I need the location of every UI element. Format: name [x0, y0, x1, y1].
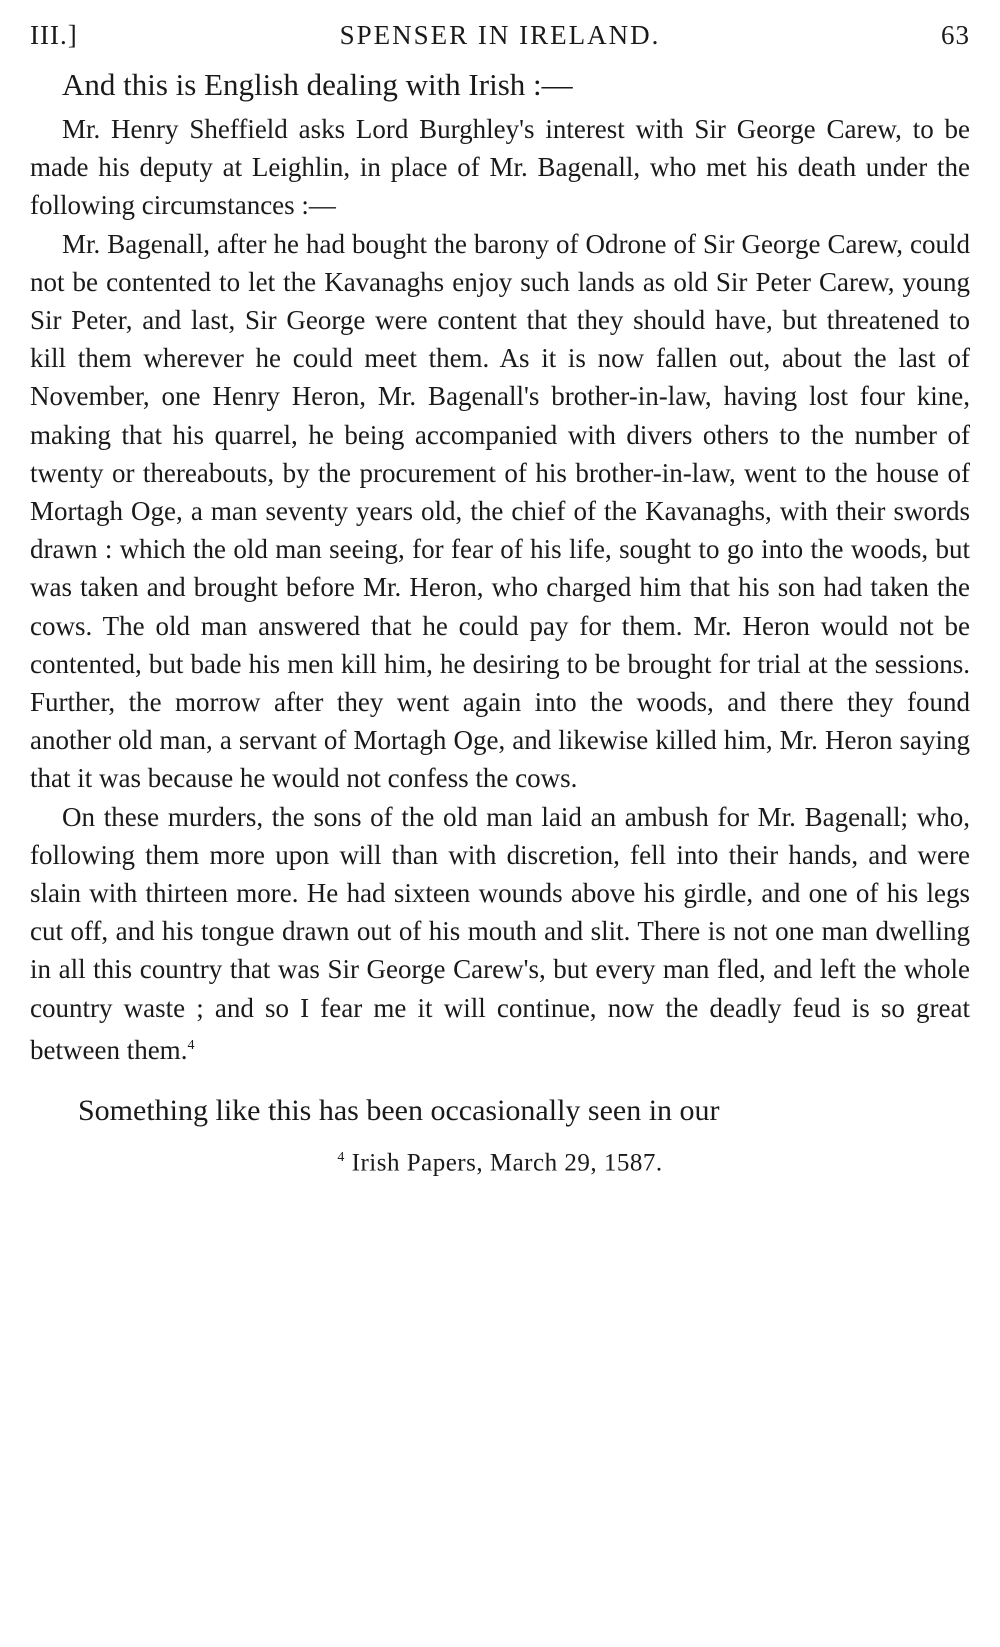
footnote	[30, 1141, 970, 1180]
chapter-marker: III.]	[30, 20, 78, 50]
paragraph-murders-text: On these murders, the sons of the old man laid an ambush for Mr. Bagenall; who, following them more upon will than with discretion, fell into their hands, and were slain with thirteen more. He had sixteen wounds above his girdle, and one of his legs cut off, and his tongue drawn out of his mouth and slit. There is not one man dwelling in all this country that was Sir George Carew's, but every man fled, and left the whole country waste ; and so I fear me it will continue, now the deadly feud is so great between them.	[30, 801, 970, 1065]
paragraph-sheffield: Mr. Henry Sheffield asks Lord Burghley's interest with Sir George Carew, to be made his deputy at Leighlin, in place of Mr. Bagenall, who met his death under the following circumstances :—	[30, 114, 970, 221]
footnote-text: Irish Papers, March 29, 1587.	[351, 1149, 663, 1177]
paragraph-murders	[30, 798, 970, 1069]
footnote-marker: 4	[337, 1150, 345, 1166]
page-number: 63	[941, 20, 970, 50]
running-title: SPENSER IN IRELAND.	[339, 20, 661, 50]
footnote-reference: 4	[187, 1037, 195, 1053]
page	[30, 20, 970, 1180]
paragraph-bagenall: Mr. Bagenall, after he had bought the barony of Odrone of Sir George Carew, could not be contented to let the Kavanaghs enjoy such lands as old Sir Peter Carew, young Sir Peter, and last, Sir George were content that they should have, but threatened to kill them wherever he could meet them. As it is now fallen out, about the last of November, one Henry Heron, Mr. Bagenall's brother-in-law, having lost four kine, making that his quarrel, he being accompanied with divers others to the number of twenty or thereabouts, by the procurement of his brother-in-law, went to the house of Mortagh Oge, a man seventy years old, the chief of the Kavanaghs, with their swords drawn : which the old man seeing, for fear of his life, sought to go into the woods, but was taken and brought before Mr. Heron, who charged him that his son had taken the cows. The old man answered that he could pay for them. Mr. Heron would not be contented, but bade his men kill him, he desiring to be brought for trial at the sessions. Further, the morrow after they went again into the woods, and there they found another old man, a servant of Mortagh Oge, and likewise killed him, Mr. Heron saying that it was because he would not confess the cows.	[30, 228, 970, 794]
running-header	[30, 20, 970, 60]
closing-line: Something like this has been occasionally seen in our	[78, 1094, 720, 1128]
intro-line: And this is English dealing with Irish :—	[62, 67, 573, 102]
